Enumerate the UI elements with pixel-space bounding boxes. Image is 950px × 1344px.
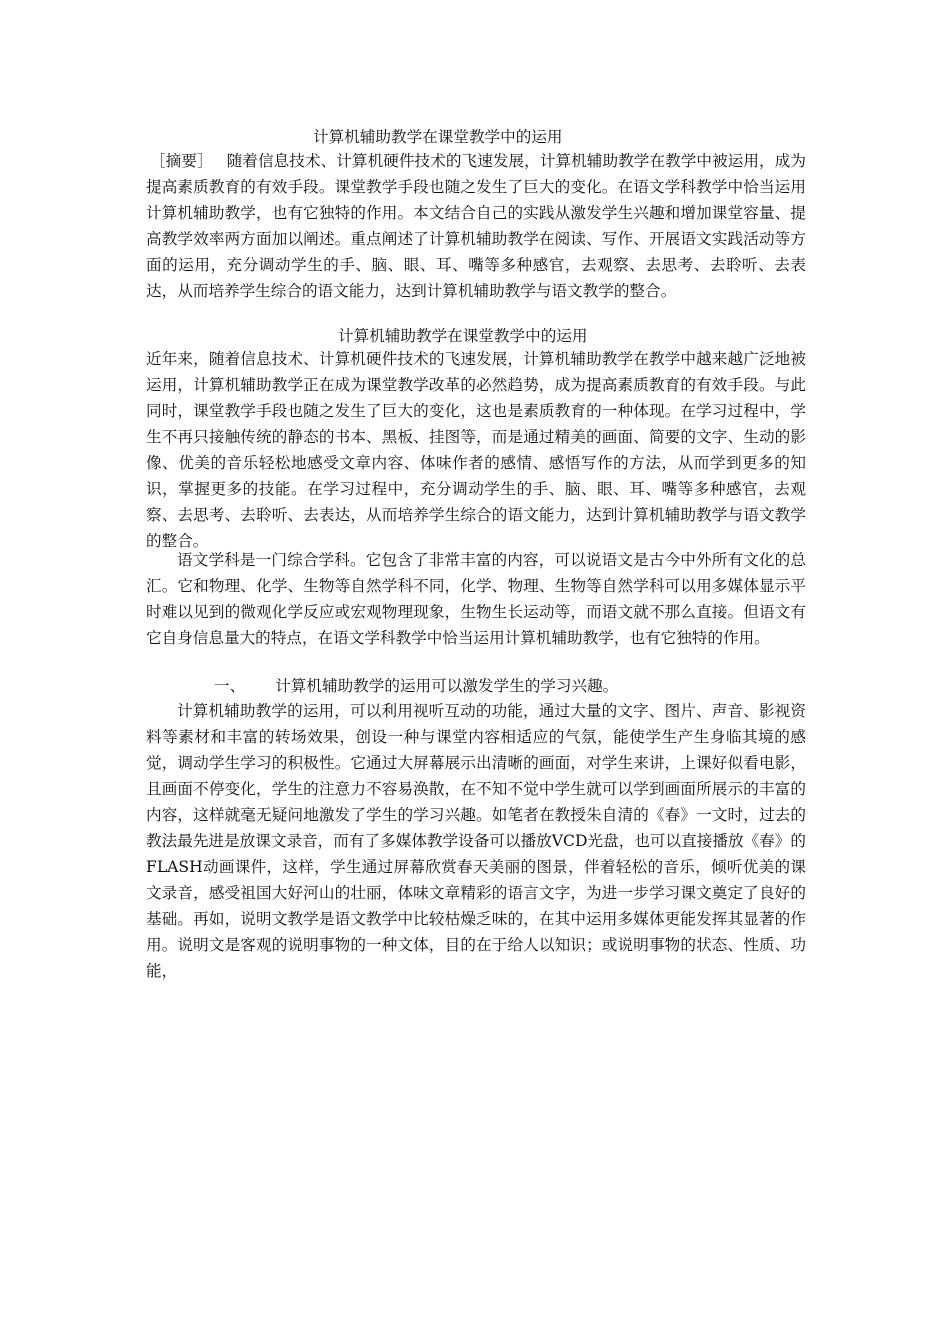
- body-paragraph-2: 语文学科是一门综合学科。它包含了非常丰富的内容，可以说语文是古今中外所有文化的总汇。它和物理、化学、生物等自然学科不同，化学、物理、生物等自然学科可以用多媒体显示平时难以见到的微观化学反应或宏观物理现象，生物生长运动等，而语文就不那么直接。但语文有它自身信息量大的特点，在语文学科教学中恰当运用计算机辅助教学，也有它独特的作用。: [146, 551, 806, 647]
- abstract-text: 随着信息技术、计算机硬件技术的飞速发展，计算机辅助教学在教学中被运用，成为提高素质教育的有效手段。课堂教学手段也随之发生了巨大的变化。在语文学科教学中恰当运用计算机辅助教学，也有它独特的作用。本文结合自己的实践从激发学生兴趣和增加课堂容量、提高教学效率两方面加以阐述。重点阐述了计算机辅助教学在阅读、写作、开展语文实践活动等方面的运用，充分调动学生的手、脑、眼、耳、嘴等多种感官，去观察、去思考、去聆听、去表达，从而培养学生综合的语文能力，达到计算机辅助教学与语文教学的整合。: [146, 152, 806, 300]
- abstract-paragraph: [146, 148, 806, 304]
- document-title: 计算机辅助教学在课堂教学中的运用: [313, 128, 563, 146]
- section-heading-text: 计算机辅助教学的运用可以激发学生的学习兴趣。: [275, 677, 619, 695]
- abstract-label: ［摘要］: [150, 152, 213, 170]
- section-number: 一、: [214, 677, 246, 695]
- section-heading-1: [214, 673, 618, 699]
- body-title: 计算机辅助教学在课堂教学中的运用: [338, 327, 588, 345]
- section-paragraph-1: 计算机辅助教学的运用，可以利用视听互动的功能，通过大量的文字、图片、声音、影视资料等素材和丰富的转场效果，创设一种与课堂内容相适应的气氛，能使学生产生身临其境的感觉，调动学生学习的积极性。它通过大屏幕展示出清晰的画面，对学生来讲，上课好似看电影，且画面不停变化，学生的注意力不容易涣散，在不知不觉中学生就可以学到画面所展示的丰富的内容，这样就毫无疑问地激发了学生的学习兴趣。如笔者在教授朱自清的《春》一文时，过去的教法最先进是放课文录音，而有了多媒体教学设备可以播放VCD光盘，也可以直接播放《春》的FLASH动画课件，这样，学生通过屏幕欣赏春天美丽的图景，伴着轻松的音乐，倾听优美的课文录音，感受祖国大好河山的壮丽，体味文章精彩的语言文字，为进一步学习课文奠定了良好的基础。再如，说明文教学是语文教学中比较枯燥乏味的，在其中运用多媒体更能发挥其显著的作用。说明文是客观的说明事物的一种文体，目的在于给人以知识；或说明事物的状态、性质、功能，: [146, 702, 806, 980]
- body-paragraph-1: 近年来，随着信息技术、计算机硬件技术的飞速发展，计算机辅助教学在教学中越来越广泛地被运用，计算机辅助教学正在成为课堂教学改革的必然趋势，成为提高素质教育的有效手段。与此同时，课堂教学手段也随之发生了巨大的变化，这也是素质教育的一种体现。在学习过程中，学生不再只接触传统的静态的书本、黑板、挂图等，而是通过精美的画面、简要的文字、生动的影像、优美的音乐轻松地感受文章内容、体味作者的感情、感悟写作的方法，从而学到更多的知识，掌握更多的技能。在学习过程中，充分调动学生的手、脑、眼、耳、嘴等多种感官，去观察、去思考、去聆听、去表达，从而培养学生综合的语文能力，达到计算机辅助教学与语文教学的整合。: [146, 350, 806, 550]
